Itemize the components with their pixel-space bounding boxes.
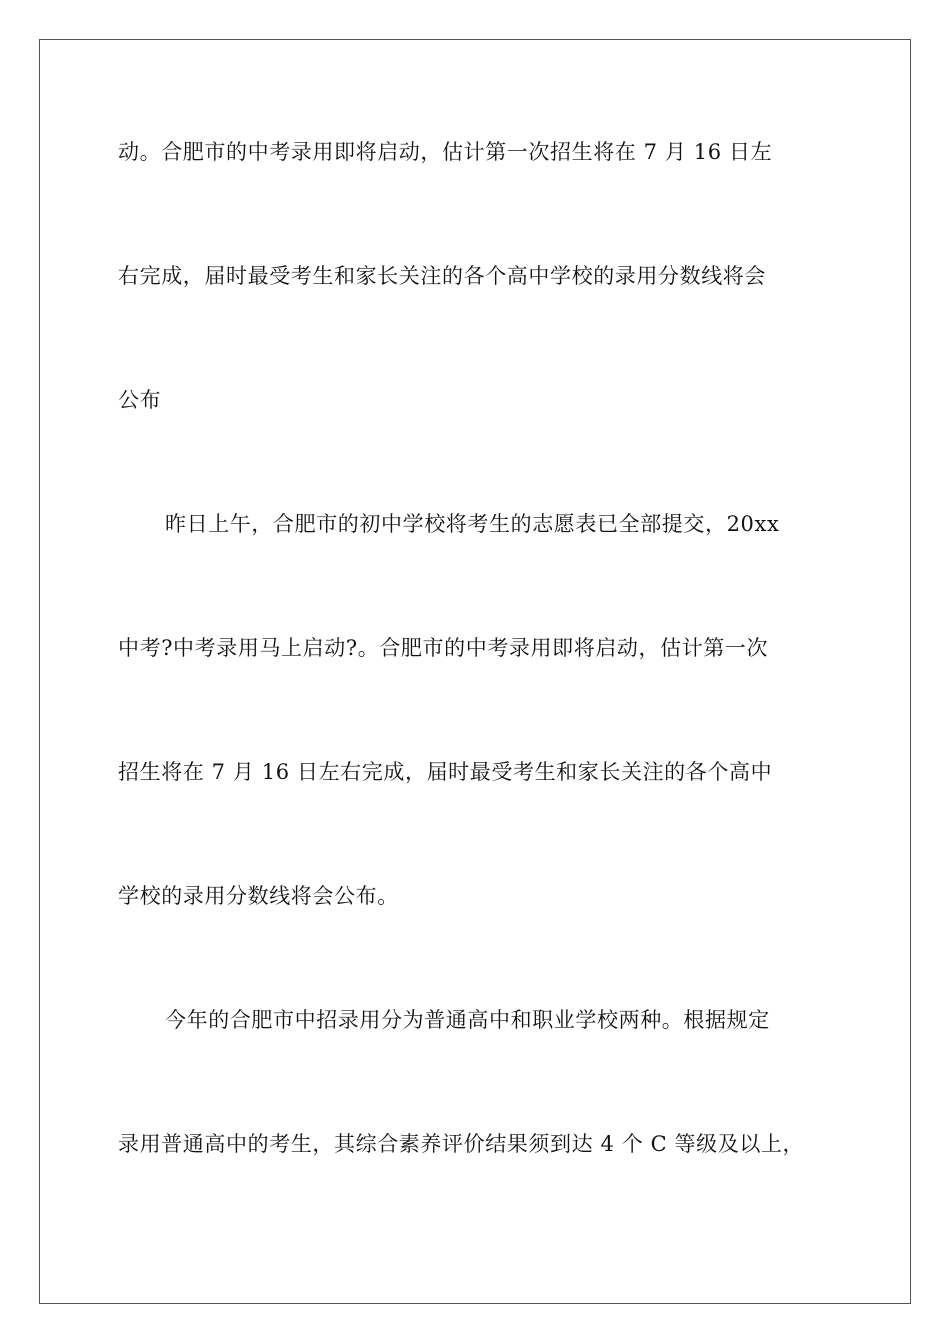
text-line-7: 学校的录用分数线将会公布。 xyxy=(118,884,399,908)
text-line-2: 右完成，届时最受考生和家长关注的各个高中学校的录用分数线将会 xyxy=(118,264,766,288)
text-line-3: 公布 xyxy=(118,388,162,412)
text-line-6: 招生将在 7 月 16 日左右完成，届时最受考生和家长关注的各个高中 xyxy=(118,760,773,784)
text-line-8: 今年的合肥市中招录用分为普通高中和职业学校两种。根据规定 xyxy=(165,1008,770,1032)
text-line-5: 中考?中考录用马上启动?。合肥市的中考录用即将启动，估计第一次 xyxy=(118,636,769,660)
text-line-9: 录用普通高中的考生，其综合素养评价结果须到达 4 个 C 等级及以上， xyxy=(118,1132,805,1156)
text-line-1: 动。合肥市的中考录用即将启动，估计第一次招生将在 7 月 16 日左 xyxy=(118,140,773,164)
text-line-4: 昨日上午，合肥市的初中学校将考生的志愿表已全部提交，20xx xyxy=(165,512,780,536)
page-frame xyxy=(39,39,911,1304)
